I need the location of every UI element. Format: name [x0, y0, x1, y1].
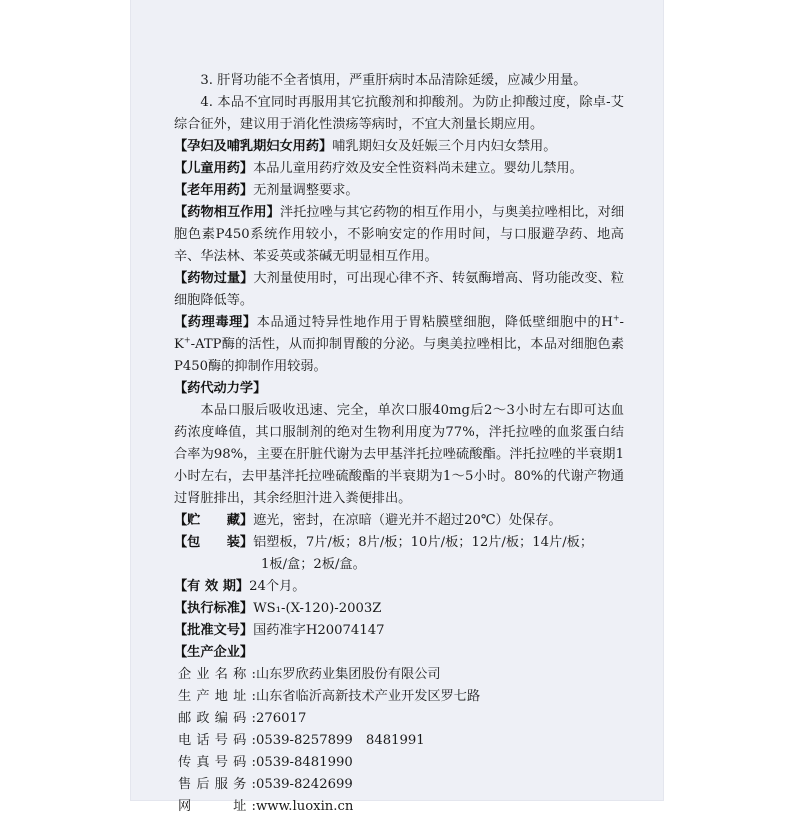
field-key: 电话号码: — [178, 733, 256, 748]
field-value: 0539-8242699 — [256, 777, 353, 792]
manufacturer-row — [178, 752, 624, 774]
section-approval — [174, 620, 624, 642]
pharmacology-text-b: -K — [174, 315, 625, 352]
section-label: 【儿童用药】 — [174, 161, 254, 176]
section-text: WS₁-(X-120)-2003Z — [253, 601, 382, 616]
field-value: 山东罗欣药业集团股份有限公司 — [256, 667, 441, 682]
section-label: 【批准文号】 — [174, 623, 254, 638]
section-text: 24个月。 — [249, 579, 306, 594]
section-pharmacokinetics-heading — [174, 378, 624, 400]
superscript-plus: + — [183, 335, 191, 345]
field-key: 网 址: — [178, 799, 256, 814]
superscript-plus: + — [612, 313, 620, 323]
field-value: 276017 — [256, 711, 307, 726]
pharmacology-text-a: 本品通过特异性地作用于胃粘膜壁细胞，降低壁细胞中的H — [256, 315, 613, 330]
section-geriatric — [174, 180, 624, 202]
section-manufacturer-heading — [174, 642, 624, 664]
section-text: 遮光，密封，在凉暗（避光并不超过20℃）处保存。 — [253, 513, 562, 528]
section-text: 本品儿童用药疗效及安全性资料尚未建立。婴幼儿禁用。 — [253, 161, 583, 176]
field-value: 0539-8257899 8481991 — [256, 733, 425, 748]
section-label: 【孕妇及哺乳期妇女用药】 — [174, 139, 333, 154]
field-value: 0539-8481990 — [256, 755, 353, 770]
section-label: 【生产企业】 — [174, 645, 254, 660]
pharmacology-text-c: -ATP酶的活性，从而抑制胃酸的分泌。与奥美拉唑相比，本品对细胞色素P450酶的抑制作用较弱。 — [174, 337, 624, 374]
section-label: 【药理毒理】 — [174, 315, 257, 330]
section-pregnancy — [174, 136, 624, 158]
leaflet-content — [174, 70, 624, 818]
section-label: 【药物过量】 — [174, 271, 254, 286]
manufacturer-row — [178, 686, 624, 708]
pharmacokinetics-text: 本品口服后吸收迅速、完全，单次口服40mg后2～3小时左右即可达血药浓度峰值，其口服制剂的绝对生物利用度为77%，泮托拉唑的血浆蛋白结合率为98%，主要在肝脏代谢为去甲基泮托拉唑硫酸酯。泮托拉唑的半衰期1小时左右，去甲基泮托拉唑硫酸酯的半衰期为1～5小时。80%的代谢产物通过肾脏排出，其余经胆汁进入粪便排出。 — [174, 403, 624, 506]
field-key: 生产地址: — [178, 689, 256, 704]
manufacturer-info — [178, 664, 624, 818]
field-key: 邮政编码: — [178, 711, 256, 726]
section-text: 国药准字H20074147 — [253, 623, 385, 638]
caution-item-4: 4. 本品不宜同时再服用其它抗酸剂和抑酸剂。为防止抑酸过度，除卓-艾综合征外，建议用于消化性溃疡等病时，不宜大剂量长期应用。 — [174, 95, 624, 132]
section-label: 【老年用药】 — [174, 183, 254, 198]
section-pharmacology — [174, 312, 624, 378]
section-label: 【有 效 期】 — [174, 579, 250, 594]
section-label: 【执行标准】 — [174, 601, 254, 616]
section-label: 【药代动力学】 — [174, 381, 267, 396]
section-standard — [174, 598, 624, 620]
packaging-line-1: 铝塑板，7片/板；8片/板；10片/板；12片/板；14片/板； — [253, 535, 594, 550]
section-pediatric — [174, 158, 624, 180]
section-text: 大剂量使用时，可出现心律不齐、转氨酶增高、肾功能改变、粒细胞降低等。 — [174, 271, 624, 308]
packaging-line-2: 1板/盒；2板/盒。 — [261, 557, 366, 572]
field-value: 山东省临沂高新技术产业开发区罗七路 — [256, 689, 481, 704]
section-label: 【贮 藏】 — [174, 513, 254, 528]
caution-item-3: 3. 肝肾功能不全者慎用，严重肝病时本品清除延缓，应减少用量。 — [200, 73, 587, 88]
section-text: 泮托拉唑与其它药物的相互作用小，与奥美拉唑相比，对细胞色素P450系统作用较小，不影响安定的作用时间，与口服避孕药、地高辛、华法林、苯妥英或茶碱无明显相互作用。 — [174, 205, 625, 264]
manufacturer-row — [178, 708, 624, 730]
manufacturer-row — [178, 774, 624, 796]
section-interactions — [174, 202, 624, 268]
section-text: 无剂量调整要求。 — [253, 183, 359, 198]
section-text: 哺乳期妇女及妊娠三个月内妇女禁用。 — [332, 139, 557, 154]
field-key: 企业名称: — [178, 667, 256, 682]
section-packaging — [174, 532, 624, 576]
manufacturer-row — [178, 664, 624, 686]
manufacturer-row — [178, 796, 624, 818]
section-label: 【包 装】 — [174, 535, 254, 550]
section-overdose — [174, 268, 624, 312]
field-key: 售后服务: — [178, 777, 256, 792]
field-key: 传真号码: — [178, 755, 256, 770]
section-validity — [174, 576, 624, 598]
website-link: www.luoxin.cn — [256, 799, 354, 814]
manufacturer-row — [178, 730, 624, 752]
section-storage — [174, 510, 624, 532]
section-label: 【药物相互作用】 — [174, 205, 280, 220]
